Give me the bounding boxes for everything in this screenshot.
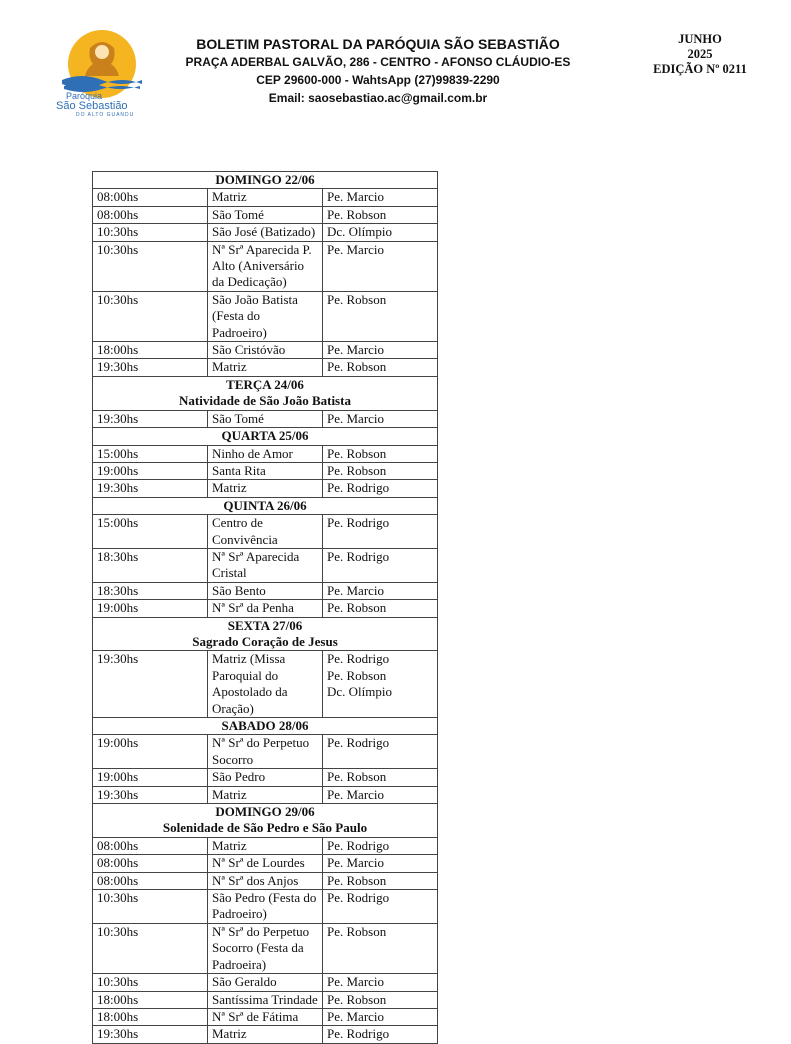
day-header <box>93 428 438 445</box>
mass-time: 19:00hs <box>93 600 208 617</box>
table-row <box>93 445 438 462</box>
church-name: Matriz <box>208 837 323 854</box>
mass-time: 19:30hs <box>93 1026 208 1043</box>
mass-time: 10:30hs <box>93 923 208 973</box>
table-row <box>93 224 438 241</box>
day-subtitle: Solenidade de São Pedro e São Paulo <box>162 820 368 836</box>
celebrant-name: Pe. Robson <box>327 872 387 888</box>
mass-time: 19:30hs <box>93 786 208 803</box>
celebrant-name: Pe. Rodrigo <box>327 548 390 564</box>
day-header <box>93 718 438 735</box>
edition-info <box>640 32 760 77</box>
celebrant-name: Pe. Marcio <box>327 1008 385 1024</box>
celebrant-name: Pe. Marcio <box>327 241 385 257</box>
celebrant-cell <box>323 410 438 427</box>
logo-line2: São Sebastião <box>56 100 128 112</box>
table-row <box>93 735 438 769</box>
celebrant-cell <box>323 582 438 599</box>
church-name: Nª Srª Aparecida Cristal <box>208 548 323 582</box>
day-header-row <box>93 172 438 189</box>
church-name: Centro de Convivência <box>208 515 323 549</box>
mass-time: 18:30hs <box>93 582 208 599</box>
parish-logo <box>52 28 152 118</box>
celebrant-name: Pe. Rodrigo <box>327 515 390 531</box>
mass-time: 19:00hs <box>93 462 208 479</box>
church-name: Matriz (Missa Paroquial do Apostolado da Oração) <box>208 651 323 718</box>
church-name: Nª Srª da Penha <box>208 600 323 617</box>
celebrant-cell <box>323 291 438 341</box>
mass-time: 18:00hs <box>93 342 208 359</box>
celebrant-name: Pe. Robson <box>327 291 387 307</box>
celebrant-cell <box>323 1026 438 1043</box>
edition-number: EDIÇÃO Nº 0211 <box>653 62 747 76</box>
celebrant-name: Pe. Robson <box>327 923 387 939</box>
celebrant-cell <box>323 359 438 376</box>
church-name: Matriz <box>208 359 323 376</box>
celebrant-cell <box>323 1008 438 1025</box>
mass-schedule-table <box>92 171 438 1044</box>
day-header <box>93 804 438 838</box>
celebrant-name: Pe. Robson <box>327 600 387 616</box>
church-name: Matriz <box>208 189 323 206</box>
celebrant-cell <box>323 462 438 479</box>
mass-time: 10:30hs <box>93 291 208 341</box>
table-row <box>93 462 438 479</box>
church-name: São Tomé <box>208 206 323 223</box>
celebrant-name: Pe. Rodrigo <box>327 890 390 906</box>
celebrant-name: Pe. Rodrigo <box>327 735 390 751</box>
mass-time: 19:00hs <box>93 769 208 786</box>
mass-time: 19:30hs <box>93 359 208 376</box>
church-name: Nª Srª dos Anjos <box>208 872 323 889</box>
edition-month: JUNHO <box>678 32 722 46</box>
table-row <box>93 890 438 924</box>
table-row <box>93 855 438 872</box>
table-row <box>93 923 438 973</box>
day-title: QUINTA 26/06 <box>223 497 307 513</box>
celebrant-name: Pe. Rodrigo <box>327 837 390 853</box>
celebrant-cell <box>323 991 438 1008</box>
table-row <box>93 410 438 427</box>
church-name: Nª Srª do Perpetuo Socorro <box>208 735 323 769</box>
table-row <box>93 1026 438 1043</box>
celebrant-name: Pe. Robson <box>327 667 387 683</box>
mass-time: 10:30hs <box>93 890 208 924</box>
table-row <box>93 786 438 803</box>
table-row <box>93 241 438 291</box>
church-name: Ninho de Amor <box>208 445 323 462</box>
church-name: Matriz <box>208 1026 323 1043</box>
day-title: SABADO 28/06 <box>221 718 309 733</box>
celebrant-cell <box>323 890 438 924</box>
celebrant-cell <box>323 872 438 889</box>
celebrant-cell <box>323 224 438 241</box>
mass-time: 18:00hs <box>93 1008 208 1025</box>
celebrant-name: Pe. Robson <box>327 991 387 1007</box>
celebrant-name: Pe. Marcio <box>327 974 385 990</box>
bulletin-header <box>178 36 578 107</box>
celebrant-name: Pe. Marcio <box>327 342 385 358</box>
table-row <box>93 359 438 376</box>
church-name: Santa Rita <box>208 462 323 479</box>
mass-time: 19:00hs <box>93 735 208 769</box>
day-header-row <box>93 617 438 651</box>
mass-time: 15:00hs <box>93 445 208 462</box>
celebrant-name: Pe. Rodrigo <box>327 1026 390 1042</box>
celebrant-cell <box>323 445 438 462</box>
table-row <box>93 1008 438 1025</box>
table-row <box>93 651 438 718</box>
table-row <box>93 189 438 206</box>
edition-year: 2025 <box>687 47 713 61</box>
day-header-row <box>93 376 438 410</box>
day-subtitle: Sagrado Coração de Jesus <box>192 633 338 649</box>
celebrant-cell <box>323 855 438 872</box>
mass-time: 08:00hs <box>93 872 208 889</box>
bulletin-title: BOLETIM PASTORAL DA PARÓQUIA SÃO SEBASTIÃO <box>196 36 560 52</box>
celebrant-name: Pe. Marcio <box>327 410 385 426</box>
bulletin-address: PRAÇA ADERBAL GALVÃO, 286 - CENTRO - AFONSO CLÁUDIO-ES <box>185 55 571 69</box>
table-row <box>93 548 438 582</box>
church-name: São Cristóvão <box>208 342 323 359</box>
celebrant-cell <box>323 189 438 206</box>
day-title: DOMINGO 29/06 <box>215 804 315 820</box>
table-row <box>93 872 438 889</box>
celebrant-cell <box>323 600 438 617</box>
celebrant-name: Pe. Marcio <box>327 582 385 598</box>
celebrant-cell <box>323 786 438 803</box>
table-row <box>93 480 438 497</box>
parish-logo-icon <box>52 28 152 118</box>
celebrant-name: Dc. Olímpio <box>327 684 392 700</box>
celebrant-name: Pe. Robson <box>327 206 387 222</box>
table-row <box>93 206 438 223</box>
celebrant-name: Pe. Robson <box>327 462 387 478</box>
church-name: São Pedro (Festa do Padroeiro) <box>208 890 323 924</box>
celebrant-cell <box>323 515 438 549</box>
mass-time: 19:30hs <box>93 410 208 427</box>
table-row <box>93 837 438 854</box>
mass-time: 10:30hs <box>93 974 208 991</box>
celebrant-cell <box>323 480 438 497</box>
celebrant-cell <box>323 974 438 991</box>
logo-line3: DO ALTO GUANDU <box>76 112 135 118</box>
table-row <box>93 600 438 617</box>
mass-time: 10:30hs <box>93 224 208 241</box>
celebrant-name: Pe. Robson <box>327 769 387 785</box>
church-name: São Bento <box>208 582 323 599</box>
day-header <box>93 172 438 189</box>
day-title: SEXTA 27/06 <box>227 617 303 633</box>
celebrant-cell <box>323 735 438 769</box>
church-name: Matriz <box>208 786 323 803</box>
celebrant-name: Pe. Marcio <box>327 189 385 205</box>
day-header <box>93 497 438 514</box>
mass-time: 10:30hs <box>93 241 208 291</box>
day-header <box>93 617 438 651</box>
celebrant-cell <box>323 241 438 291</box>
celebrant-name: Pe. Marcio <box>327 786 385 802</box>
church-name: São Geraldo <box>208 974 323 991</box>
celebrant-name: Pe. Marcio <box>327 855 385 871</box>
mass-time: 08:00hs <box>93 189 208 206</box>
day-header-row <box>93 718 438 735</box>
celebrant-cell <box>323 769 438 786</box>
mass-time: 08:00hs <box>93 206 208 223</box>
table-row <box>93 582 438 599</box>
mass-time: 18:00hs <box>93 991 208 1008</box>
church-name: São Pedro <box>208 769 323 786</box>
day-title: TERÇA 24/06 <box>226 376 304 392</box>
celebrant-cell <box>323 837 438 854</box>
celebrant-cell <box>323 923 438 973</box>
mass-time: 19:30hs <box>93 480 208 497</box>
celebrant-cell <box>323 651 438 718</box>
celebrant-name: Pe. Robson <box>327 359 387 375</box>
day-header-row <box>93 497 438 514</box>
mass-time: 19:30hs <box>93 651 208 718</box>
day-title: QUARTA 25/06 <box>221 428 309 444</box>
table-row <box>93 342 438 359</box>
table-row <box>93 991 438 1008</box>
day-title: DOMINGO 22/06 <box>215 172 315 187</box>
church-name: São Tomé <box>208 410 323 427</box>
mass-time: 08:00hs <box>93 855 208 872</box>
day-header <box>93 376 438 410</box>
celebrant-cell <box>323 342 438 359</box>
bulletin-email: Email: saosebastiao.ac@gmail.com.br <box>268 91 488 105</box>
church-name: Nª Srª Aparecida P. Alto (Aniversário da Dedicação) <box>208 241 323 291</box>
bulletin-contact: CEP 29600-000 - WahtsApp (27)99839-2290 <box>256 73 500 87</box>
table-row <box>93 515 438 549</box>
celebrant-name: Pe. Robson <box>327 445 387 461</box>
celebrant-name: Dc. Olímpio <box>327 224 392 240</box>
table-row <box>93 974 438 991</box>
celebrant-cell <box>323 548 438 582</box>
day-subtitle: Natividade de São João Batista <box>179 393 351 409</box>
celebrant-cell <box>323 206 438 223</box>
church-name: Nª Srª do Perpetuo Socorro (Festa da Padroeira) <box>208 923 323 973</box>
church-name: Matriz <box>208 480 323 497</box>
mass-time: 18:30hs <box>93 548 208 582</box>
church-name: Santíssima Trindade <box>208 991 323 1008</box>
mass-time: 08:00hs <box>93 837 208 854</box>
church-name: São José (Batizado) <box>208 224 323 241</box>
church-name: São João Batista (Festa do Padroeiro) <box>208 291 323 341</box>
church-name: Nª Srª de Fátima <box>208 1008 323 1025</box>
day-header-row <box>93 428 438 445</box>
day-header-row <box>93 804 438 838</box>
logo-line1: Paróquia <box>66 91 103 101</box>
table-row <box>93 769 438 786</box>
mass-time: 15:00hs <box>93 515 208 549</box>
celebrant-name: Pe. Rodrigo <box>327 480 390 496</box>
church-name: Nª Srª de Lourdes <box>208 855 323 872</box>
celebrant-name: Pe. Rodrigo <box>327 651 390 667</box>
table-row <box>93 291 438 341</box>
